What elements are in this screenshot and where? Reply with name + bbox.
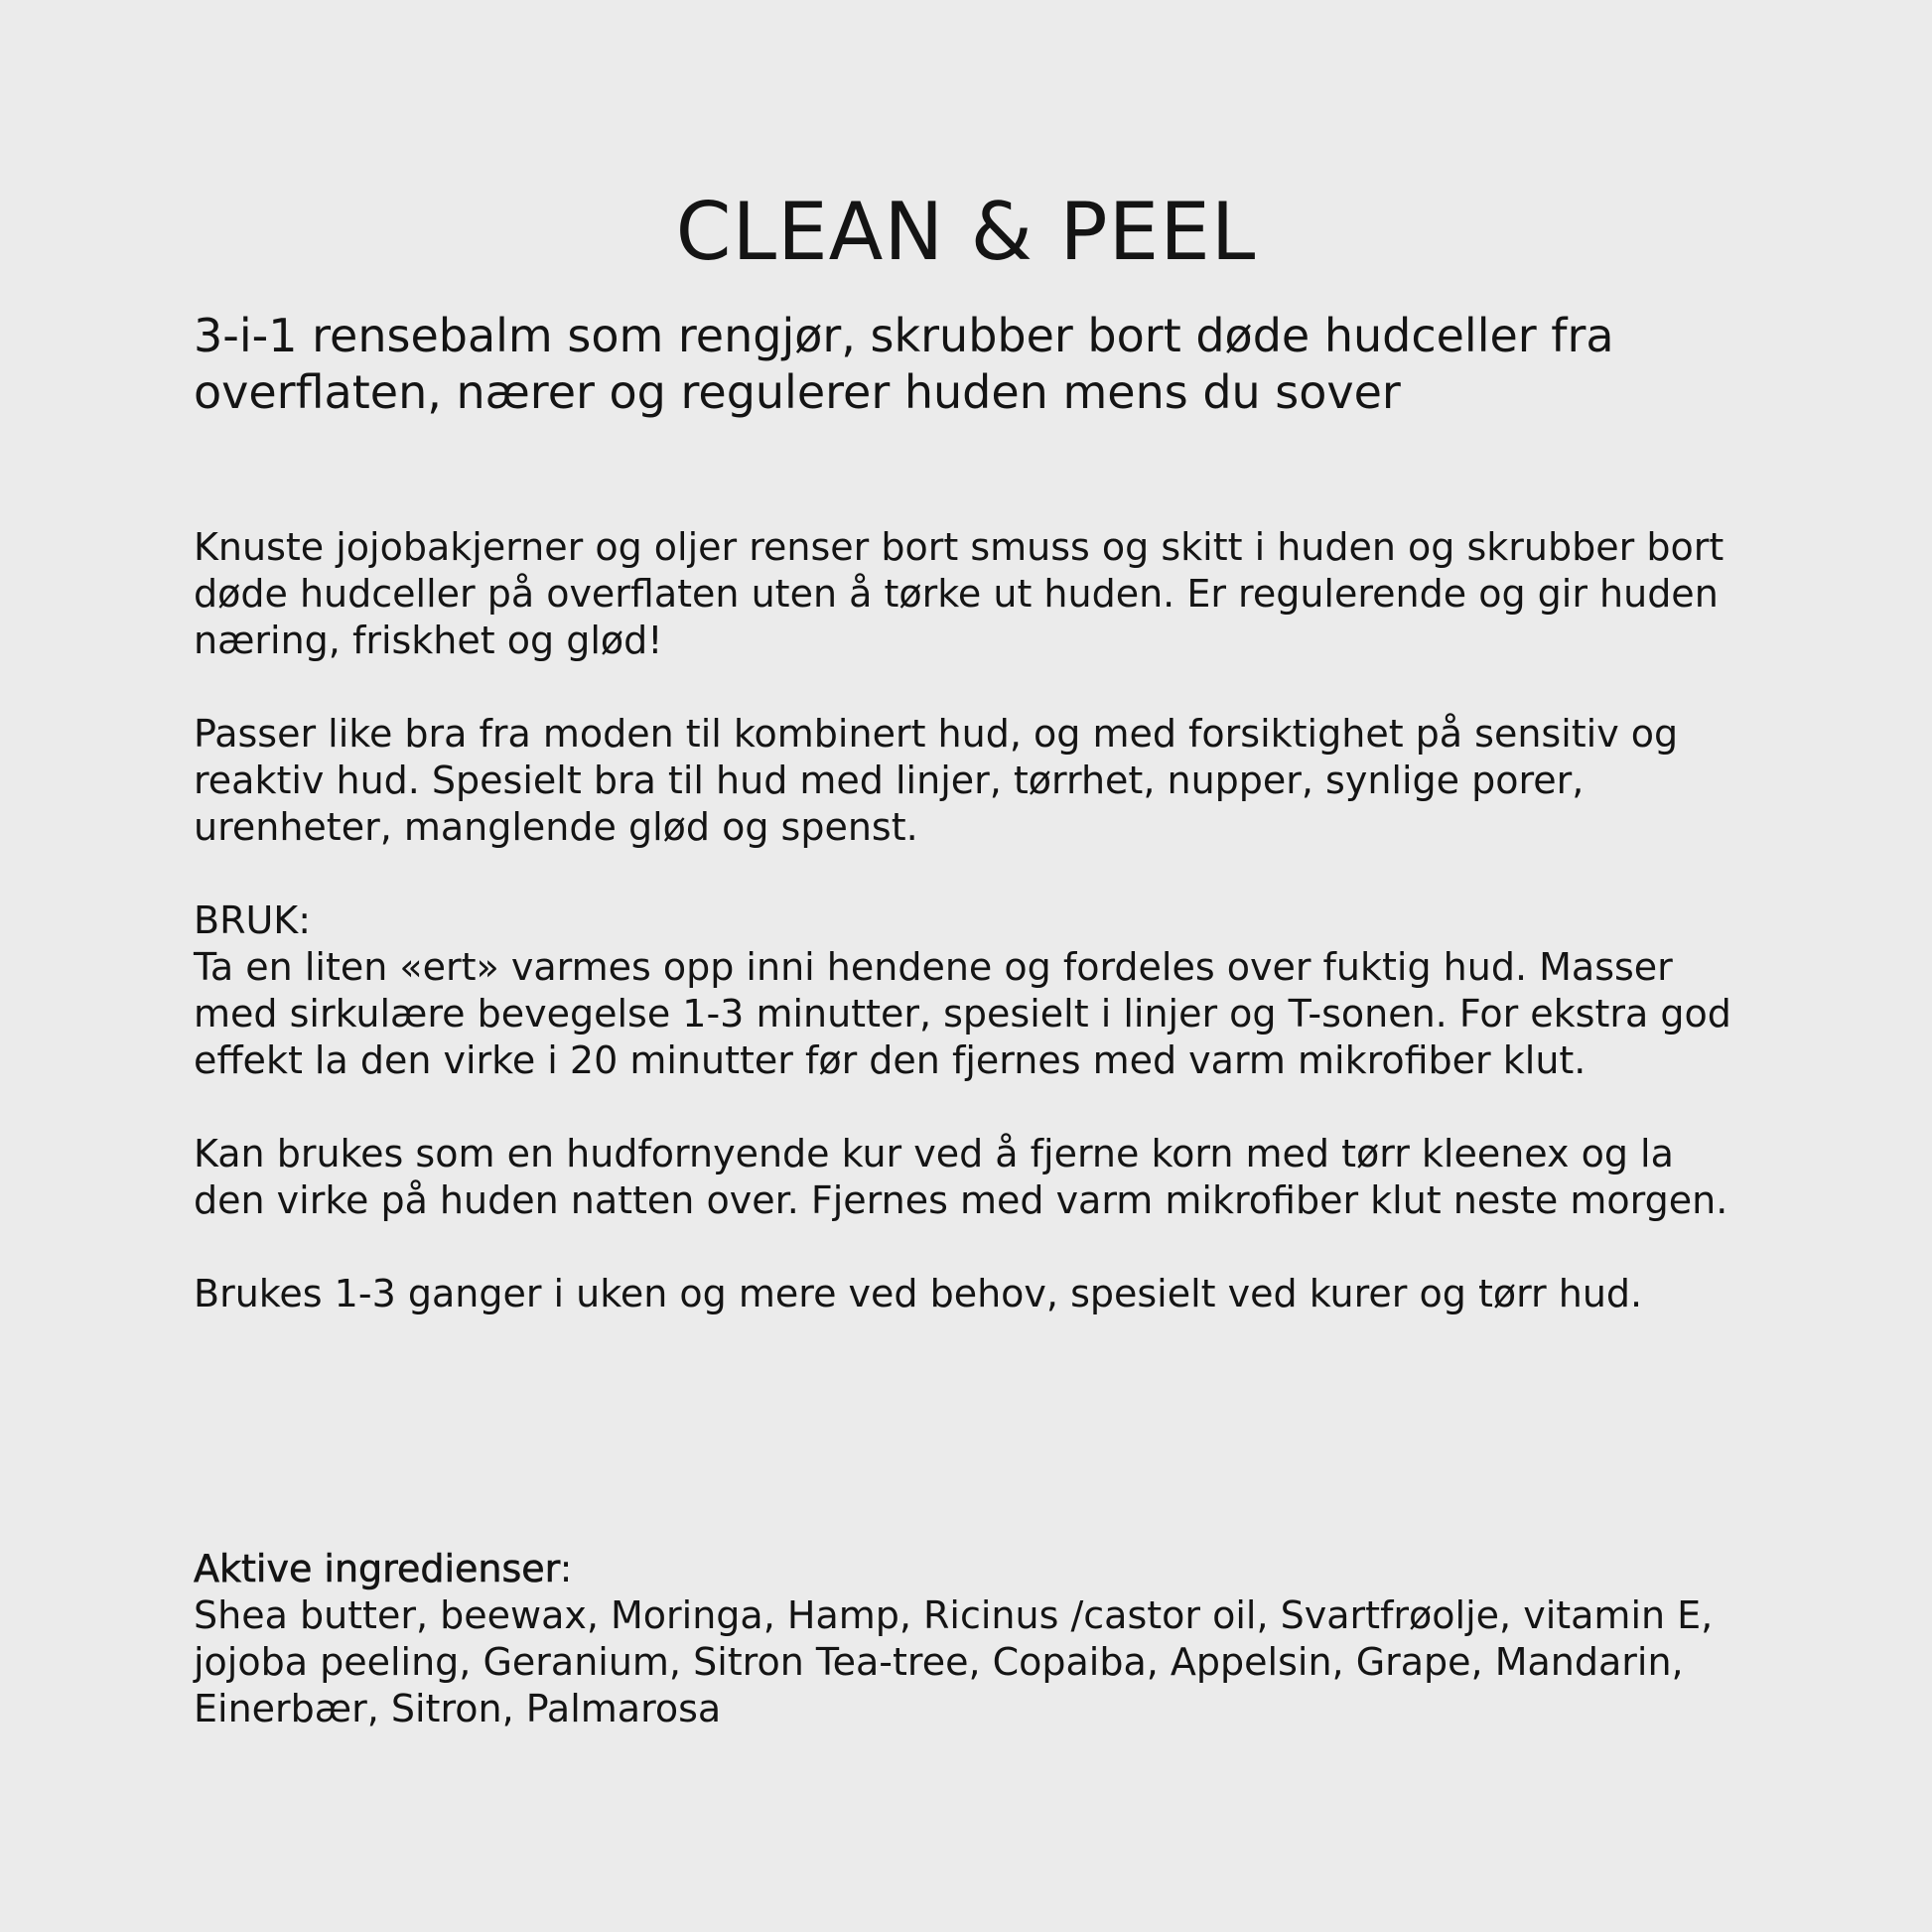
ingredients-list: Shea butter, beewax, Moringa, Hamp, Ricinus /castor oil, Svartfrøolje, vitamin E, jojoba peeling, Geranium, Sitron Tea-tree, Copaiba, Appelsin, Grape, Mandarin, Einerbær, Sitron, Palmarosa xyxy=(194,1593,1714,1730)
description-body xyxy=(194,524,1742,1364)
ingredients-colon: : xyxy=(559,1547,573,1590)
usage-text: Ta en liten «ert» varmes opp inni hendene og fordeles over fuktig hud. Masser med sirkulære bevegelse 1-3 minutter, spesielt i linjer og T-sonen. For ekstra god effekt la den virke i 20 minutter før den fjernes med varm mikrofiber klut. xyxy=(194,945,1731,1082)
ingredients-heading-line xyxy=(194,1546,1742,1592)
product-title: CLEAN & PEEL xyxy=(675,186,1257,278)
description-paragraph-2: Passer like bra fra moden til kombinert hud, og med forsiktighet på sensitiv og reaktiv hud. Spesielt bra til hud med linjer, tørrhet, nupper, synlige porer, urenheter, manglende glød og spenst. xyxy=(194,712,1679,849)
description-paragraph-5: Brukes 1-3 ganger i uken og mere ved behov, spesielt ved kurer og tørr hud. xyxy=(194,1272,1643,1315)
description-paragraph-4: Kan brukes som en hudfornyende kur ved å fjerne korn med tørr kleenex og la den virke på huden natten over. Fjernes med varm mikrofiber klut neste morgen. xyxy=(194,1132,1728,1222)
ingredients-section xyxy=(194,1546,1742,1732)
ingredients-heading: Aktive ingredienser xyxy=(194,1547,560,1590)
usage-heading: BRUK: xyxy=(194,898,312,942)
product-subtitle: 3-i-1 rensebalm som rengjør, skrubber bort døde hudceller fra overflaten, nærer og regulerer huden mens du sover xyxy=(194,309,1614,419)
description-paragraph-1: Knuste jojobakjerner og oljer renser bort smuss og skitt i huden og skrubber bort døde hudceller på overflaten uten å tørke ut huden. Er regulerende og gir huden næring, friskhet og glød! xyxy=(194,525,1725,662)
